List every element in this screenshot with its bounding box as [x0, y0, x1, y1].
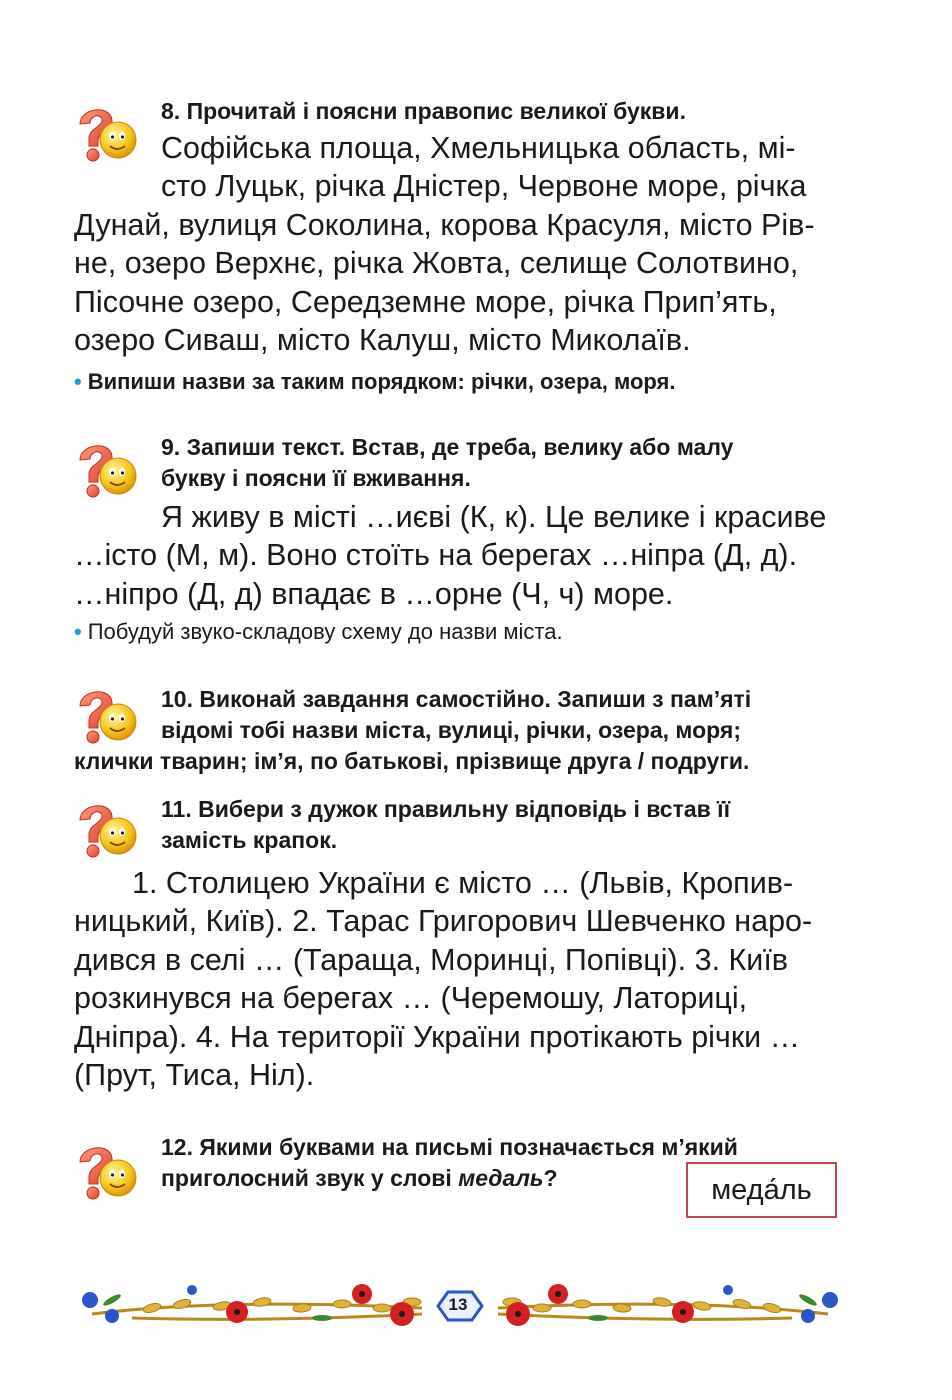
text-line: Пісочне озеро, Середземне море, річка Прип’ять,	[74, 284, 777, 319]
task-9-note: • Побудуй звуко-складову схему до назви міста.	[74, 619, 563, 645]
task-9-heading: 9. Запиши текст. Встав, де треба, велику або малу букву і поясни її вживання.	[161, 434, 734, 491]
task-9	[74, 432, 846, 647]
task-11-heading: 11. Вибери з дужок правильну відповідь і встав її замість крапок.	[161, 796, 731, 853]
text-line: дився в селі … (Тараща, Моринці, Попівці). 3. Київ	[74, 942, 789, 977]
text-line: 1. Столицею України є місто … (Львів, Кропив-	[132, 866, 794, 900]
question-mark-smiley-icon	[74, 684, 140, 746]
bullet-icon: •	[74, 619, 82, 645]
question-mark-smiley-icon	[74, 798, 140, 860]
text-line: (Прут, Тиса, Ніл).	[74, 1058, 315, 1093]
task-8-text	[74, 129, 846, 359]
task-8-heading: 8. Прочитай і поясни правопис великої букви.	[161, 98, 686, 124]
task-10	[74, 684, 846, 777]
task-11-text	[74, 864, 846, 1094]
text-line: ницький, Київ). 2. Тарас Григорович Шевченко наро-	[74, 904, 813, 939]
text-line: Софійська площа, Хмельницька область, мі-	[161, 131, 796, 165]
text-line: …ніпро (Д, д) впадає в …орне (Ч, ч) море.	[74, 576, 674, 611]
question-mark-smiley-icon	[74, 1140, 140, 1202]
text-line: Я живу в місті …иєві (К, к). Це велике і красиве	[161, 500, 827, 534]
task-10-heading: 10. Виконай завдання самостійно. Запиши з пам’яті відомі тобі назви міста, вулиці, річки, озера, моря; клички тварин; ім’я, по батькові, прізвище друга / подруги.	[74, 686, 752, 774]
question-mark-smiley-icon	[74, 102, 140, 164]
text-line: не, озеро Верхнє, річка Жовта, селище Солотвино,	[74, 246, 799, 281]
task-9-text	[74, 498, 846, 613]
text-line: Дунай, вулиця Соколина, корова Красуля, місто Рів-	[74, 207, 815, 242]
text-line: сто Луцьк, річка Дністер, Червоне море, річка	[161, 169, 807, 204]
text-line: …істо (М, м). Воно стоїть на берегах …ніпра (Д, д).	[74, 538, 798, 573]
question-mark-smiley-icon	[74, 438, 140, 500]
task-8-note: • Випиши назви за таким порядком: річки, озера, моря.	[74, 369, 676, 395]
text-line: озеро Сиваш, місто Калуш, місто Миколаїв.	[74, 323, 691, 358]
bullet-icon: •	[74, 369, 82, 395]
word-stress-box: меда́ль	[686, 1162, 837, 1218]
text-line: розкинувся на берегах … (Черемошу, Латориці,	[74, 981, 748, 1016]
emphasized-word: медаль	[458, 1165, 544, 1191]
text-line: Дніпра). 4. На території України протікають річки …	[74, 1019, 801, 1054]
task-12-heading: 12. Якими буквами на письмі позначається м’який приголосний звук у слові медаль?	[161, 1134, 738, 1191]
page-number: 13	[448, 1295, 468, 1314]
task-8	[74, 96, 846, 397]
task-11	[74, 794, 846, 1094]
